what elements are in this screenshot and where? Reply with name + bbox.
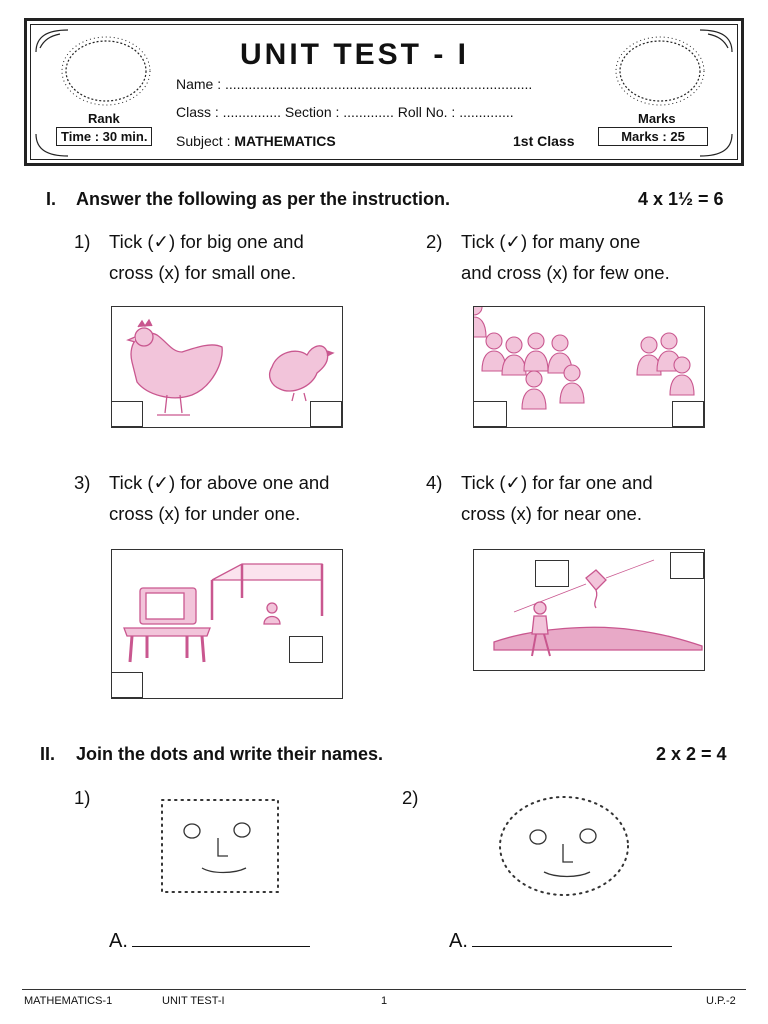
question-line: Tick (✓) for above one and — [109, 472, 330, 493]
dotted-square-face-icon[interactable] — [156, 794, 284, 898]
answer-box[interactable] — [473, 401, 507, 427]
question-line: and cross (x) for few one. — [461, 262, 670, 283]
question-line: Tick (✓) for far one and — [461, 472, 653, 493]
question-text — [109, 226, 304, 288]
picture-women-groups — [473, 306, 705, 428]
question-number: 2) — [426, 231, 443, 252]
section-1-number: I. — [46, 189, 57, 209]
section-1-score: 4 x 1½ = 6 — [638, 189, 724, 209]
picture-hen-chick — [111, 306, 343, 428]
answer-line-2[interactable] — [449, 930, 672, 953]
subject-label: Subject : — [176, 133, 235, 149]
answer-box[interactable] — [289, 636, 323, 663]
question-text — [109, 467, 329, 529]
section-1-heading: Answer the following as per the instruction. — [76, 189, 451, 209]
corner-flourish-icon — [696, 26, 736, 56]
question-number: 3) — [74, 472, 91, 493]
answer-box[interactable] — [672, 401, 704, 427]
picture-tv-cot — [111, 549, 343, 699]
question-text — [461, 467, 653, 529]
page-title: UNIT TEST - I — [240, 38, 469, 71]
question-number: 2) — [402, 787, 419, 808]
answer-blank[interactable] — [472, 930, 672, 947]
footer-rule — [22, 989, 746, 990]
footer-test: UNIT TEST-I — [162, 995, 225, 1007]
footer-page-number: 1 — [381, 995, 388, 1007]
answer-box[interactable] — [111, 401, 143, 427]
subject-line — [176, 133, 336, 149]
question-number: 1) — [74, 231, 91, 252]
marks-label: Marks — [638, 111, 676, 126]
answer-box[interactable] — [111, 672, 143, 698]
women-group-icon — [474, 307, 704, 427]
answer-line-1[interactable] — [109, 930, 310, 953]
name-field[interactable]: Name : ............................................................................... — [176, 76, 533, 92]
class-section-roll-field[interactable]: Class : ............... Section : ............. Roll No. : .............. — [176, 104, 514, 120]
corner-flourish-icon — [32, 26, 72, 56]
answer-box[interactable] — [535, 560, 569, 587]
question-number: 1) — [74, 787, 91, 808]
answer-label: A. — [109, 930, 128, 952]
question-number: 4) — [426, 472, 443, 493]
answer-box[interactable] — [670, 552, 704, 579]
footer-subject: MATHEMATICS-1 — [24, 995, 113, 1007]
picture-kite — [473, 549, 705, 671]
answer-box[interactable] — [310, 401, 342, 427]
question-line: cross (x) for small one. — [109, 262, 297, 283]
tv-table-cot-icon — [112, 550, 342, 698]
answer-blank[interactable] — [132, 930, 310, 947]
question-line: Tick (✓) for many one — [461, 231, 641, 252]
question-line: cross (x) for under one. — [109, 503, 301, 524]
marks-rosette-icon — [610, 34, 710, 108]
question-text — [461, 226, 670, 288]
time-box: Time : 30 min. — [56, 127, 152, 146]
section-2-number: II. — [40, 744, 56, 764]
class-level: 1st Class — [513, 133, 575, 149]
footer-code: U.P.-2 — [706, 995, 736, 1007]
hen-and-chick-icon — [112, 307, 342, 427]
rank-label: Rank — [88, 111, 120, 126]
answer-label: A. — [449, 930, 468, 952]
question-line: cross (x) for near one. — [461, 503, 642, 524]
subject-value: MATHEMATICS — [234, 133, 336, 149]
section-2-heading: Join the dots and write their names. — [76, 744, 384, 764]
marks-box: Marks : 25 — [598, 127, 708, 146]
question-line: Tick (✓) for big one and — [109, 231, 304, 252]
dotted-round-face-icon[interactable] — [494, 792, 634, 902]
section-2-score: 2 x 2 = 4 — [656, 744, 727, 764]
